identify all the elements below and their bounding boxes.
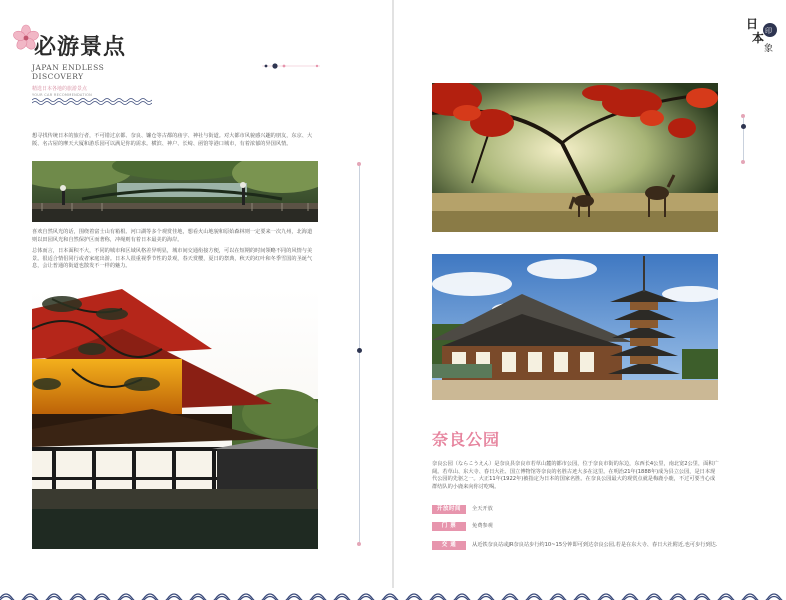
svg-text:象: 象 <box>764 44 774 54</box>
section-title: 奈良公园 <box>432 430 501 449</box>
divider-dot-top <box>357 162 361 166</box>
nature-paragraph: 喜欢自然风光的话，围绕着富士山有箱根、河口湖等多个观赏佳地，想看火山地貌和原始森林则一定要来一次九州，北海道则以田园风光和自然保护区而著称，冲绳则有着日本最美的海岸。 <box>32 229 313 243</box>
english-title <box>32 63 122 81</box>
bridge-photo <box>32 161 318 222</box>
divider-dot-bottom <box>357 542 361 546</box>
svg-text:日: 日 <box>746 17 759 31</box>
intro-paragraph: 想寻找传统日本的旅行者，不可错过京都、奈良、镰仓等古都的庙宇、神社与街道。对大都市风貌感兴趣的朋友，东京、大阪、名古屋的摩天大厦和游乐园可以满足你的需求。横滨、神户、长崎、函馆等港口城市，有着浓郁的异国风情。 <box>32 133 313 147</box>
page-title: 必游景点 <box>34 34 127 60</box>
info-label-ticket: 门 票 <box>432 522 466 531</box>
summary-paragraph: 总体而言，日本面积不大，不同的城市和区域风格差异明显，城市间交通衔接方便，可以在短期的时间领略不同的风情与美景。很适合情侣同行或者家庭出游。日本人很重视季节性的景观，春天赏樱，夏日的祭典，秋天的红叶和冬季雪国的圣诞气息，会让普通的街道也散发不一样的魅力。 <box>32 248 313 269</box>
bottom-wave-border <box>0 588 786 600</box>
info-value-transport: 从近铁奈良站或JR奈良站步行约10~15分钟即可到达奈良公园,若是在东大寺、春日大社附近,也可步行到达. <box>472 542 718 548</box>
info-row-ticket <box>432 522 732 531</box>
deer-photo <box>432 83 718 232</box>
wave-ornament <box>32 97 152 106</box>
right-divider-dot-middle <box>741 124 746 129</box>
japan-impression-logo <box>744 14 780 54</box>
english-subtitle: YOUR CAR RECOMMENDATION <box>32 93 93 97</box>
right-divider-dot-top <box>741 114 745 118</box>
right-page <box>394 0 786 600</box>
chinese-subtitle: 精选日本各地的旅游景点 <box>32 86 88 92</box>
right-divider-dot-bottom <box>741 160 745 164</box>
temple-photo <box>32 289 318 549</box>
info-row-hours <box>432 505 732 514</box>
svg-text:本: 本 <box>752 31 765 45</box>
info-label-hours: 开放时间 <box>432 505 466 514</box>
english-title-line2: DISCOVERY <box>32 72 84 81</box>
info-row-transport <box>432 541 732 550</box>
vertical-divider <box>359 164 360 544</box>
header-ornament <box>262 62 320 70</box>
info-value-hours: 全天开放 <box>472 506 493 512</box>
info-label-transport: 交 通 <box>432 541 466 550</box>
pagoda-photo <box>432 254 718 400</box>
nara-description: 奈良公园（ならこうえん）是奈良县奈良市若草山麓的都市公园，位于奈良市街的东边，东西长4公里，南北宽2公里，面积广阔。若草山、东大寺、春日大社、国立博物馆等奈良的名胜古迹大多在这里。在明治21年(1888年)成为县立公园，是日本现代公园的先驱之一。大正11年(1922年)被指定为日本的国家名胜。在奈良公园最大的观赏点就是梅鹿小鹿，不过可要当心成群结队的小鹿来向你讨吃喝。 <box>432 461 719 490</box>
info-value-ticket: 免费参观 <box>472 523 493 529</box>
english-title-line1: JAPAN ENDLESS <box>32 63 105 72</box>
divider-dot-middle <box>357 348 362 353</box>
svg-text:印: 印 <box>765 27 772 35</box>
left-page <box>0 0 392 600</box>
